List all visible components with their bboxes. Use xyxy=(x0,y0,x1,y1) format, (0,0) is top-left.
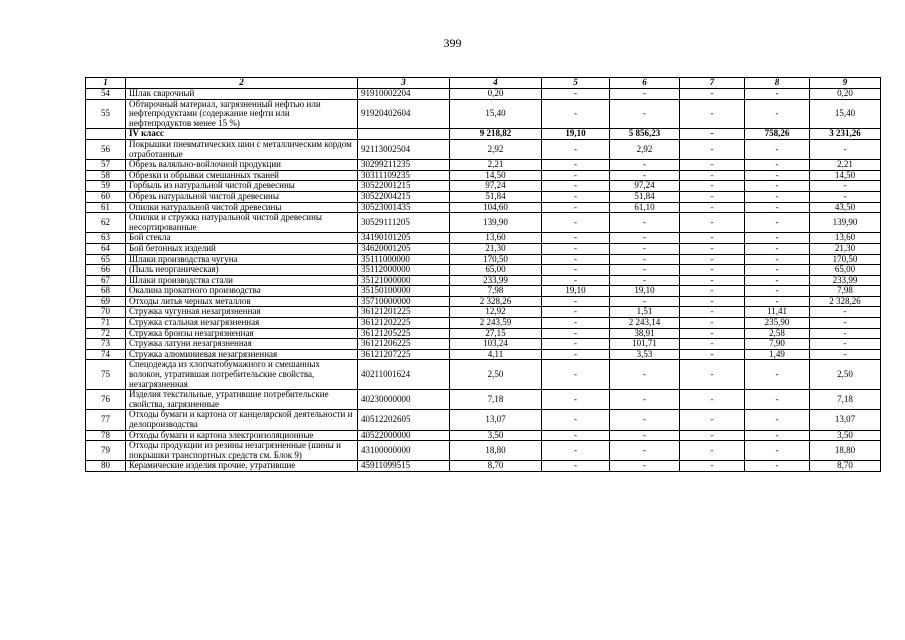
row-number-cell: 60 xyxy=(86,191,126,202)
waste-name-cell: Изделия текстильные, утратившие потребительские свойства, загрязненные xyxy=(126,390,358,410)
value-col9-cell: 7,18 xyxy=(810,390,881,410)
value-col6-cell: - xyxy=(610,99,680,129)
value-col4-cell: 51,84 xyxy=(450,191,542,202)
value-col5-cell: - xyxy=(542,390,610,410)
value-col9-cell: - xyxy=(810,307,881,318)
value-col8-cell: - xyxy=(745,213,810,233)
value-col5-cell: 19,10 xyxy=(542,286,610,297)
waste-name-cell: Стружка латуни незагрязненная xyxy=(126,339,358,350)
waste-name-cell: Обрезь валяльно-войлочной продукции xyxy=(126,160,358,171)
row-number-cell: 58 xyxy=(86,170,126,181)
value-col8-cell: - xyxy=(745,430,810,441)
value-col6-cell: - xyxy=(610,160,680,171)
row-number-cell: 75 xyxy=(86,360,126,390)
value-col7-cell: - xyxy=(680,275,745,286)
value-col7-cell: - xyxy=(680,286,745,297)
value-col7-cell: - xyxy=(680,349,745,360)
row-number-cell: 65 xyxy=(86,254,126,265)
value-col7-cell: - xyxy=(680,233,745,244)
waste-name-cell: (Пыль неорганическая) xyxy=(126,265,358,276)
value-col6-cell: - xyxy=(610,430,680,441)
table-row xyxy=(86,461,881,472)
value-col8-cell: - xyxy=(745,191,810,202)
table-row xyxy=(86,243,881,254)
value-col7-cell: - xyxy=(680,328,745,339)
waste-name-cell: Спецодежда из хлопчатобумажного и смешанных волокон, утратившая потребительские свойства, незагрязненная xyxy=(126,360,358,390)
value-col9-cell: 18,80 xyxy=(810,441,881,461)
table-row xyxy=(86,349,881,360)
column-header-4: 4 xyxy=(450,78,542,89)
waste-name-cell: Шлаки производства стали xyxy=(126,275,358,286)
waste-name-cell: Покрышки пневматических шин с металлическим кордом отработанные xyxy=(126,139,358,159)
value-col9-cell: 43,50 xyxy=(810,202,881,213)
waste-name-cell: Бой бетонных изделий xyxy=(126,243,358,254)
value-col7-cell: - xyxy=(680,202,745,213)
waste-name-cell: Стружка алюминиевая незагрязненная xyxy=(126,349,358,360)
value-col9-cell: 15,40 xyxy=(810,99,881,129)
value-col8-cell: 758,26 xyxy=(745,129,810,140)
value-col9-cell: - xyxy=(810,191,881,202)
table-row xyxy=(86,275,881,286)
value-col4-cell: 18,80 xyxy=(450,441,542,461)
waste-name-cell: Обтирочный материал, загрязненный нефтью или нефтепродуктами (содержание нефти или нефтепродуктов менее 15 %) xyxy=(126,99,358,129)
value-col4-cell: 7,98 xyxy=(450,286,542,297)
value-col8-cell: - xyxy=(745,181,810,192)
value-col6-cell: - xyxy=(610,296,680,307)
value-col5-cell: - xyxy=(542,430,610,441)
row-number-cell: 54 xyxy=(86,89,126,100)
value-col5-cell: - xyxy=(542,181,610,192)
fkko-code-cell: 30522001215 xyxy=(358,181,450,192)
value-col4-cell: 2,92 xyxy=(450,139,542,159)
value-col5-cell: - xyxy=(542,233,610,244)
row-number-cell: 57 xyxy=(86,160,126,171)
value-col8-cell: - xyxy=(745,461,810,472)
row-number-cell: 63 xyxy=(86,233,126,244)
value-col6-cell: 2,92 xyxy=(610,139,680,159)
fkko-code-cell: 36121206225 xyxy=(358,339,450,350)
value-col8-cell: 11,41 xyxy=(745,307,810,318)
waste-name-cell: Шлаки производства чугуна xyxy=(126,254,358,265)
row-number-cell: 80 xyxy=(86,461,126,472)
value-col9-cell: 3 231,26 xyxy=(810,129,881,140)
row-number-cell xyxy=(86,129,126,140)
table-row xyxy=(86,318,881,329)
waste-name-cell: Бой стекла xyxy=(126,233,358,244)
fkko-code-cell: 30523001435 xyxy=(358,202,450,213)
fkko-code-cell: 40522000000 xyxy=(358,430,450,441)
table-row xyxy=(86,360,881,390)
value-col7-cell: - xyxy=(680,430,745,441)
page-number: 399 xyxy=(443,36,462,50)
fkko-code-cell: 30299211235 xyxy=(358,160,450,171)
value-col4-cell: 3,50 xyxy=(450,430,542,441)
column-header-1: 1 xyxy=(86,78,126,89)
waste-name-cell: Стружка бронзы незагрязненная xyxy=(126,328,358,339)
value-col9-cell: 21,30 xyxy=(810,243,881,254)
fkko-code-cell: 35121000000 xyxy=(358,275,450,286)
value-col8-cell: - xyxy=(745,139,810,159)
row-number-cell: 61 xyxy=(86,202,126,213)
value-col7-cell: - xyxy=(680,461,745,472)
value-col5-cell: - xyxy=(542,318,610,329)
fkko-code-cell xyxy=(358,129,450,140)
fkko-code-cell: 91920402604 xyxy=(358,99,450,129)
value-col4-cell: 8,70 xyxy=(450,461,542,472)
value-col9-cell: - xyxy=(810,139,881,159)
waste-name-cell: Обрезки и обрывки смешанных тканей xyxy=(126,170,358,181)
value-col7-cell: - xyxy=(680,307,745,318)
value-col4-cell: 12,92 xyxy=(450,307,542,318)
row-number-cell: 71 xyxy=(86,318,126,329)
value-col4-cell: 13,60 xyxy=(450,233,542,244)
table-row xyxy=(86,139,881,159)
value-col7-cell: - xyxy=(680,441,745,461)
row-number-cell: 67 xyxy=(86,275,126,286)
waste-name-cell: Опилки и стружка натуральной чистой древесины несортированные xyxy=(126,213,358,233)
value-col6-cell: 61,10 xyxy=(610,202,680,213)
value-col8-cell: 2,58 xyxy=(745,328,810,339)
fkko-code-cell: 36121207225 xyxy=(358,349,450,360)
value-col5-cell: - xyxy=(542,99,610,129)
table-row xyxy=(86,233,881,244)
row-number-cell: 55 xyxy=(86,99,126,129)
value-col9-cell: 13,07 xyxy=(810,410,881,430)
value-col6-cell: 2 243,14 xyxy=(610,318,680,329)
value-col8-cell: - xyxy=(745,89,810,100)
value-col6-cell: 1,51 xyxy=(610,307,680,318)
waste-name-cell: Окалина прокатного производства xyxy=(126,286,358,297)
value-col7-cell: - xyxy=(680,191,745,202)
waste-name-cell: Стружка стальная незагрязненная xyxy=(126,318,358,329)
value-col5-cell: 19,10 xyxy=(542,129,610,140)
fkko-code-cell: 40211001624 xyxy=(358,360,450,390)
value-col5-cell: - xyxy=(542,441,610,461)
column-header-7: 7 xyxy=(680,78,745,89)
value-col4-cell: 15,40 xyxy=(450,99,542,129)
value-col4-cell: 9 218,82 xyxy=(450,129,542,140)
value-col4-cell: 103,24 xyxy=(450,339,542,350)
value-col6-cell: - xyxy=(610,254,680,265)
value-col6-cell: - xyxy=(610,170,680,181)
fkko-code-cell: 36121202225 xyxy=(358,318,450,329)
value-col7-cell: - xyxy=(680,160,745,171)
value-col6-cell: - xyxy=(610,390,680,410)
waste-name-cell: IV класс xyxy=(126,129,358,140)
row-number-cell: 73 xyxy=(86,339,126,350)
row-number-cell: 70 xyxy=(86,307,126,318)
value-col5-cell: - xyxy=(542,275,610,286)
value-col5-cell: - xyxy=(542,461,610,472)
table-row xyxy=(86,441,881,461)
row-number-cell: 76 xyxy=(86,390,126,410)
value-col5-cell: - xyxy=(542,410,610,430)
value-col5-cell: - xyxy=(542,191,610,202)
value-col4-cell: 2,50 xyxy=(450,360,542,390)
value-col6-cell: 38,91 xyxy=(610,328,680,339)
value-col8-cell: - xyxy=(745,254,810,265)
waste-name-cell: Керамические изделия прочие, утратившие xyxy=(126,461,358,472)
value-col4-cell: 21,30 xyxy=(450,243,542,254)
class-subtotal-row xyxy=(86,129,881,140)
value-col4-cell: 7,18 xyxy=(450,390,542,410)
value-col9-cell: 65,00 xyxy=(810,265,881,276)
value-col6-cell: 3,53 xyxy=(610,349,680,360)
row-number-cell: 74 xyxy=(86,349,126,360)
table-row xyxy=(86,339,881,350)
value-col8-cell: - xyxy=(745,99,810,129)
value-col5-cell: - xyxy=(542,307,610,318)
value-col7-cell: - xyxy=(680,339,745,350)
value-col5-cell: - xyxy=(542,339,610,350)
header-row xyxy=(86,78,881,89)
table-row xyxy=(86,213,881,233)
value-col7-cell: - xyxy=(680,243,745,254)
row-number-cell: 68 xyxy=(86,286,126,297)
value-col4-cell: 4,11 xyxy=(450,349,542,360)
column-header-5: 5 xyxy=(542,78,610,89)
value-col5-cell: - xyxy=(542,328,610,339)
value-col8-cell: - xyxy=(745,275,810,286)
row-number-cell: 69 xyxy=(86,296,126,307)
table-row xyxy=(86,254,881,265)
table-row xyxy=(86,99,881,129)
value-col6-cell: - xyxy=(610,89,680,100)
table-row xyxy=(86,328,881,339)
value-col4-cell: 0,20 xyxy=(450,89,542,100)
value-col9-cell: 2 328,26 xyxy=(810,296,881,307)
table-row xyxy=(86,170,881,181)
table-row xyxy=(86,191,881,202)
value-col4-cell: 2 243,59 xyxy=(450,318,542,329)
value-col4-cell: 139,90 xyxy=(450,213,542,233)
value-col7-cell: - xyxy=(680,139,745,159)
table-row xyxy=(86,181,881,192)
value-col6-cell: - xyxy=(610,243,680,254)
value-col6-cell: - xyxy=(610,461,680,472)
fkko-code-cell: 35150100000 xyxy=(358,286,450,297)
waste-name-cell: Отходы бумаги и картона электроизоляционные xyxy=(126,430,358,441)
value-col4-cell: 27,15 xyxy=(450,328,542,339)
value-col7-cell: - xyxy=(680,265,745,276)
row-number-cell: 79 xyxy=(86,441,126,461)
value-col6-cell: - xyxy=(610,265,680,276)
value-col7-cell: - xyxy=(680,99,745,129)
value-col8-cell: 7,90 xyxy=(745,339,810,350)
table-row xyxy=(86,390,881,410)
value-col5-cell: - xyxy=(542,160,610,171)
column-header-3: 3 xyxy=(358,78,450,89)
value-col7-cell: - xyxy=(680,213,745,233)
fkko-code-cell: 30529111205 xyxy=(358,213,450,233)
fkko-code-cell: 35710000000 xyxy=(358,296,450,307)
value-col8-cell: - xyxy=(745,160,810,171)
table-row xyxy=(86,296,881,307)
table-row xyxy=(86,89,881,100)
value-col4-cell: 14,50 xyxy=(450,170,542,181)
value-col4-cell: 2 328,26 xyxy=(450,296,542,307)
value-col6-cell: - xyxy=(610,410,680,430)
fkko-code-cell: 40512202605 xyxy=(358,410,450,430)
value-col4-cell: 233,99 xyxy=(450,275,542,286)
value-col4-cell: 97,24 xyxy=(450,181,542,192)
waste-name-cell: Опилки натуральной чистой древесины xyxy=(126,202,358,213)
value-col6-cell: 101,71 xyxy=(610,339,680,350)
value-col7-cell: - xyxy=(680,181,745,192)
fkko-code-cell: 43100000000 xyxy=(358,441,450,461)
fkko-code-cell: 34190101205 xyxy=(358,233,450,244)
value-col8-cell: - xyxy=(745,296,810,307)
value-col9-cell: 7,98 xyxy=(810,286,881,297)
table-row xyxy=(86,265,881,276)
value-col6-cell: 5 856,23 xyxy=(610,129,680,140)
value-col9-cell: 3,50 xyxy=(810,430,881,441)
waste-name-cell: Горбыль из натуральной чистой древесины xyxy=(126,181,358,192)
value-col8-cell: - xyxy=(745,202,810,213)
value-col9-cell: 8,70 xyxy=(810,461,881,472)
value-col4-cell: 13,07 xyxy=(450,410,542,430)
value-col6-cell: - xyxy=(610,360,680,390)
row-number-cell: 56 xyxy=(86,139,126,159)
value-col8-cell: - xyxy=(745,390,810,410)
waste-name-cell: Отходы литья черных металлов xyxy=(126,296,358,307)
value-col9-cell: 0,20 xyxy=(810,89,881,100)
value-col8-cell: 235,90 xyxy=(745,318,810,329)
fkko-code-cell: 35111000000 xyxy=(358,254,450,265)
value-col5-cell: - xyxy=(542,349,610,360)
value-col9-cell: 139,90 xyxy=(810,213,881,233)
value-col7-cell: - xyxy=(680,254,745,265)
value-col9-cell: 13,60 xyxy=(810,233,881,244)
value-col7-cell: - xyxy=(680,89,745,100)
value-col8-cell: - xyxy=(745,441,810,461)
value-col5-cell: - xyxy=(542,243,610,254)
value-col8-cell: - xyxy=(745,265,810,276)
row-number-cell: 64 xyxy=(86,243,126,254)
row-number-cell: 66 xyxy=(86,265,126,276)
value-col8-cell: - xyxy=(745,243,810,254)
row-number-cell: 78 xyxy=(86,430,126,441)
fkko-code-cell: 45911099515 xyxy=(358,461,450,472)
value-col9-cell: 170,50 xyxy=(810,254,881,265)
value-col4-cell: 65,00 xyxy=(450,265,542,276)
table-body xyxy=(86,89,881,472)
row-number-cell: 62 xyxy=(86,213,126,233)
value-col4-cell: 170,50 xyxy=(450,254,542,265)
fkko-code-cell: 40230000000 xyxy=(358,390,450,410)
value-col5-cell: - xyxy=(542,89,610,100)
column-header-9: 9 xyxy=(810,78,881,89)
fkko-code-cell: 35112000000 xyxy=(358,265,450,276)
value-col4-cell: 2,21 xyxy=(450,160,542,171)
table-row xyxy=(86,430,881,441)
value-col5-cell: - xyxy=(542,360,610,390)
waste-name-cell: Отходы бумаги и картона от канцелярской деятельности и делопроизводства xyxy=(126,410,358,430)
fkko-code-cell: 92113002504 xyxy=(358,139,450,159)
column-header-2: 2 xyxy=(126,78,358,89)
value-col7-cell: - xyxy=(680,410,745,430)
value-col9-cell: 2,21 xyxy=(810,160,881,171)
value-col5-cell: - xyxy=(542,254,610,265)
value-col5-cell: - xyxy=(542,213,610,233)
row-number-cell: 59 xyxy=(86,181,126,192)
value-col8-cell: - xyxy=(745,286,810,297)
fkko-code-cell: 36121205225 xyxy=(358,328,450,339)
value-col6-cell: - xyxy=(610,233,680,244)
value-col9-cell: 2,50 xyxy=(810,360,881,390)
value-col6-cell: 19,10 xyxy=(610,286,680,297)
value-col9-cell: - xyxy=(810,349,881,360)
value-col4-cell: 104,60 xyxy=(450,202,542,213)
value-col7-cell: - xyxy=(680,390,745,410)
value-col7-cell: - xyxy=(680,318,745,329)
value-col5-cell: - xyxy=(542,202,610,213)
value-col5-cell: - xyxy=(542,265,610,276)
fkko-code-cell: 36121201225 xyxy=(358,307,450,318)
value-col6-cell: 51,84 xyxy=(610,191,680,202)
value-col9-cell: - xyxy=(810,328,881,339)
value-col9-cell: - xyxy=(810,318,881,329)
table-row xyxy=(86,160,881,171)
column-header-6: 6 xyxy=(610,78,680,89)
value-col8-cell: - xyxy=(745,233,810,244)
waste-name-cell: Обрезь натуральной чистой древесины xyxy=(126,191,358,202)
value-col8-cell: - xyxy=(745,410,810,430)
fkko-code-cell: 34620001205 xyxy=(358,243,450,254)
value-col5-cell: - xyxy=(542,296,610,307)
value-col8-cell: - xyxy=(745,360,810,390)
value-col6-cell: - xyxy=(610,213,680,233)
waste-name-cell: Стружка чугунная незагрязненная xyxy=(126,307,358,318)
value-col9-cell: 233,99 xyxy=(810,275,881,286)
value-col9-cell: 14,50 xyxy=(810,170,881,181)
table-row xyxy=(86,410,881,430)
value-col7-cell: - xyxy=(680,129,745,140)
value-col7-cell: - xyxy=(680,170,745,181)
value-col5-cell: - xyxy=(542,139,610,159)
row-number-cell: 72 xyxy=(86,328,126,339)
value-col6-cell: - xyxy=(610,275,680,286)
value-col5-cell: - xyxy=(542,170,610,181)
value-col6-cell: 97,24 xyxy=(610,181,680,192)
waste-name-cell: Отходы продукции из резины незагрязненные (шины и покрышки транспортных средств см. Блок 9) xyxy=(126,441,358,461)
value-col8-cell: 1,49 xyxy=(745,349,810,360)
value-col7-cell: - xyxy=(680,296,745,307)
value-col9-cell: - xyxy=(810,339,881,350)
table-row xyxy=(86,286,881,297)
value-col8-cell: - xyxy=(745,170,810,181)
fkko-code-cell: 91910002204 xyxy=(358,89,450,100)
value-col9-cell: - xyxy=(810,181,881,192)
column-header-8: 8 xyxy=(745,78,810,89)
fkko-code-cell: 30311109235 xyxy=(358,170,450,181)
row-number-cell: 77 xyxy=(86,410,126,430)
table-row xyxy=(86,202,881,213)
table-row xyxy=(86,307,881,318)
value-col7-cell: - xyxy=(680,360,745,390)
waste-name-cell: Шлак сварочный xyxy=(126,89,358,100)
fkko-code-cell: 30522004215 xyxy=(358,191,450,202)
value-col6-cell: - xyxy=(610,441,680,461)
waste-table xyxy=(85,77,881,472)
